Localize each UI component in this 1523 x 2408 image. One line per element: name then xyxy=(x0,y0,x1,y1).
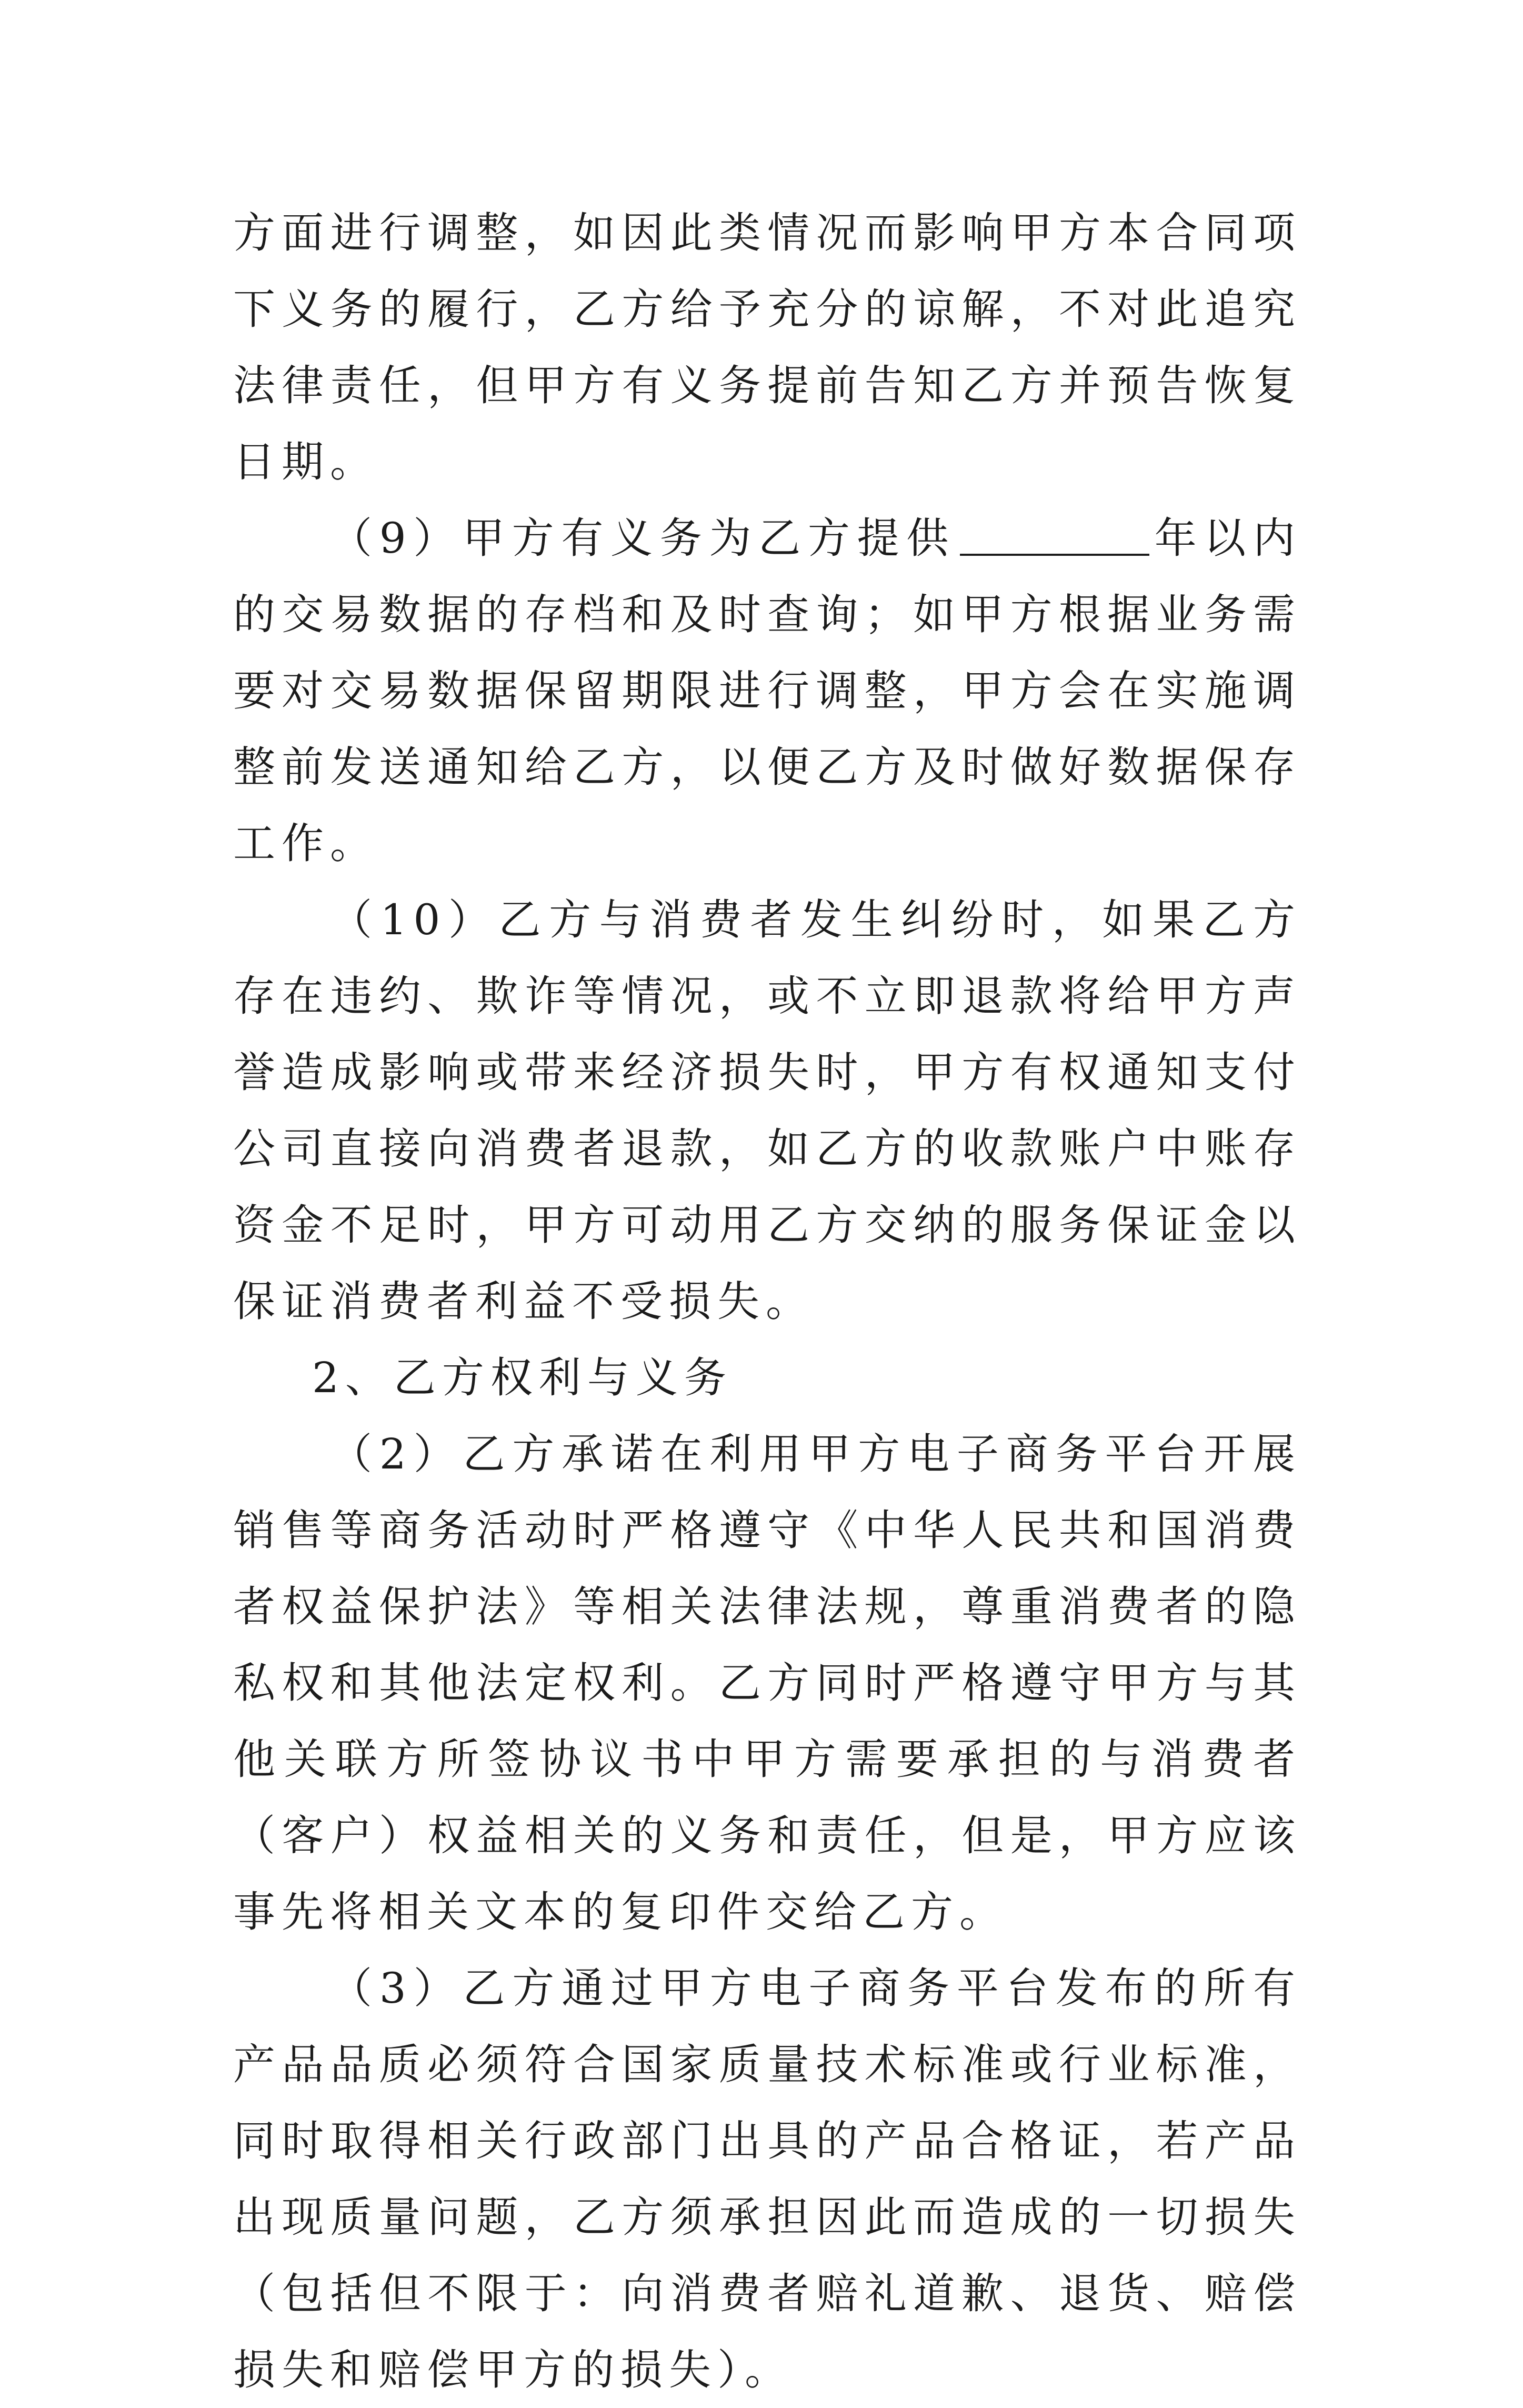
paragraph-clause-3 xyxy=(233,1950,1301,2408)
clause-10-text: （10）乙方与消费者发生纠纷时，如果乙方存在违约、欺诈等情况，或不立即退款将给甲方声誉造成影响或带来经济损失时，甲方有权通知支付公司直接向消费者退款，如乙方的收款账户中账存资金不足时，甲方可动用乙方交纳的服务保证金以保证消费者利益不受损失。 xyxy=(233,895,1301,1326)
paragraph-clause-10 xyxy=(233,882,1301,1340)
paragraph-text: 方面进行调整，如因此类情况而影响甲方本合同项下义务的履行，乙方给予充分的谅解，不对此追究法律责任，但甲方有义务提前告知乙方并预告恢复日期。 xyxy=(233,208,1301,486)
document-body xyxy=(233,195,1301,2408)
clause-9-text-before-blank: （9）甲方有义务为乙方提供 xyxy=(330,514,956,563)
paragraph-clause-9 xyxy=(233,500,1301,882)
paragraph-continuation xyxy=(233,195,1301,500)
section-heading-text: 2、乙方权利与义务 xyxy=(312,1353,733,1402)
clause-9-text-after-blank: 年以内的交易数据的存档和及时查询；如甲方根据业务需要对交易数据保留期限进行调整，甲方会在实施调整前发送通知给乙方，以便乙方及时做好数据保存工作。 xyxy=(233,514,1302,868)
paragraph-clause-2 xyxy=(233,1416,1301,1950)
fill-in-blank-line xyxy=(960,512,1149,556)
clause-2-text: （2）乙方承诺在利用甲方电子商务平台开展销售等商务活动时严格遵守《中华人民共和国消费者权益保护法》等相关法律法规，尊重消费者的隐私权和其他法定权利。乙方同时严格遵守甲方与其他关联方所签协议书中甲方需要承担的与消费者（客户）权益相关的义务和责任，但是，甲方应该事先将相关文本的复印件交给乙方。 xyxy=(233,1430,1301,1936)
clause-3-text: （3）乙方通过甲方电子商务平台发布的所有产品品质必须符合国家质量技术标准或行业标准，同时取得相关行政部门出具的产品合格证，若产品出现质量问题，乙方须承担因此而造成的一切损失（包括但不限于：向消费者赔礼道歉、退货、赔偿损失和赔偿甲方的损失）。 xyxy=(233,1964,1301,2394)
section-heading xyxy=(233,1340,1301,1416)
